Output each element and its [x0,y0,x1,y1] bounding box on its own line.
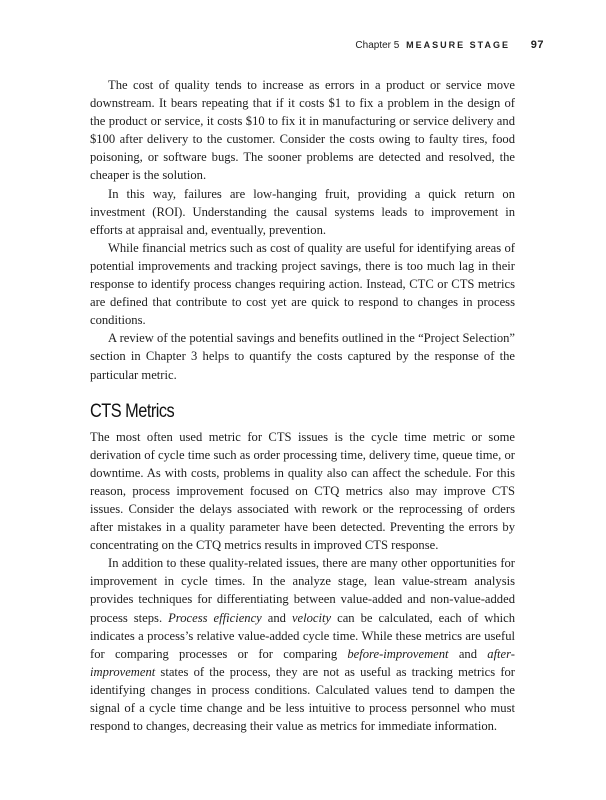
term-before-improvement: before-improvement [347,646,449,661]
text-run: and [448,646,488,661]
paragraph-cycle-time: The most often used metric for CTS issues is the cycle time metric or some derivation of cycle time such as order processing time, delivery time, queue time, or downtime. As with costs, problems in quality also can affect the schedule. For this reason, process improvement focused on CTQ metrics also may improve CTS issues. Consider the delays associated with rework or the reprocessing of orders after mistakes in a quality parameter have been detected. Preventing the errors by concentrating on the CTQ metrics results in improved CTS response. [90,429,515,553]
term-velocity: velocity [291,610,332,625]
text-run: and [261,610,292,625]
body-text [90,76,515,735]
paragraph-low-hanging-fruit: In this way, failures are low-hanging fruit, providing a quick return on investment (ROI). Understanding the causal systems leads to improvement in efforts at appraisal and, eventually, prevention. [90,186,515,237]
text-run: In addition to these quality-related issues, there are many other opportunities for improvement in cycle times. In the analyze stage, lean value-stream analysis provides techniques for differentiating between value-added and non-value-added process steps. [90,556,515,625]
stage-label: MEASURE STAGE [406,40,510,50]
term-process-efficiency: Process efficiency [168,610,262,625]
paragraph-cost-of-quality: The cost of quality tends to increase as errors in a product or service move downstream. It bears repeating that if it costs $1 to fix a problem in the design of the product or service, it costs $10 to fix it in manufacturing or service delivery and $100 after delivery to the customer. Consider the costs owing to faulty tires, food poisoning, or software bugs. The sooner problems are detected and resolved, the cheaper is the solution. [90,78,515,183]
chapter-label: Chapter 5 [355,40,400,51]
paragraph-project-selection: A review of the potential savings and benefits outlined in the “Project Selection” section in Chapter 3 helps to quantify the costs captured by the response of the particular metric. [90,331,515,382]
running-head [90,39,544,57]
paragraph-opportunities [90,554,515,735]
paragraph-financial-metrics: While financial metrics such as cost of quality are useful for identifying areas of potential improvements and tracking project savings, there is too much lag in their response to identify process changes requiring action. Instead, CTC or CTS metrics are defined that contribute to cost yet are quick to respond to changes in process conditions. [90,240,515,328]
text-run: states of the process, they are not as useful as tracking metrics for identifying changes in process conditions. Calculated values tend to dampen the signal of a cycle time change and be less intuitive to process personnel who must respond to changes, decreasing their value as metrics for immediate information. [90,664,515,734]
text-run: can be calculated, each of which indicates a process’s relative value-added cycle time. While these metrics are useful for comparing processes or for comparing [90,610,515,661]
section-heading: CTS Metrics [90,400,175,422]
term-after-improvement: after-improvement [90,646,515,679]
page-number: 97 [530,39,544,51]
